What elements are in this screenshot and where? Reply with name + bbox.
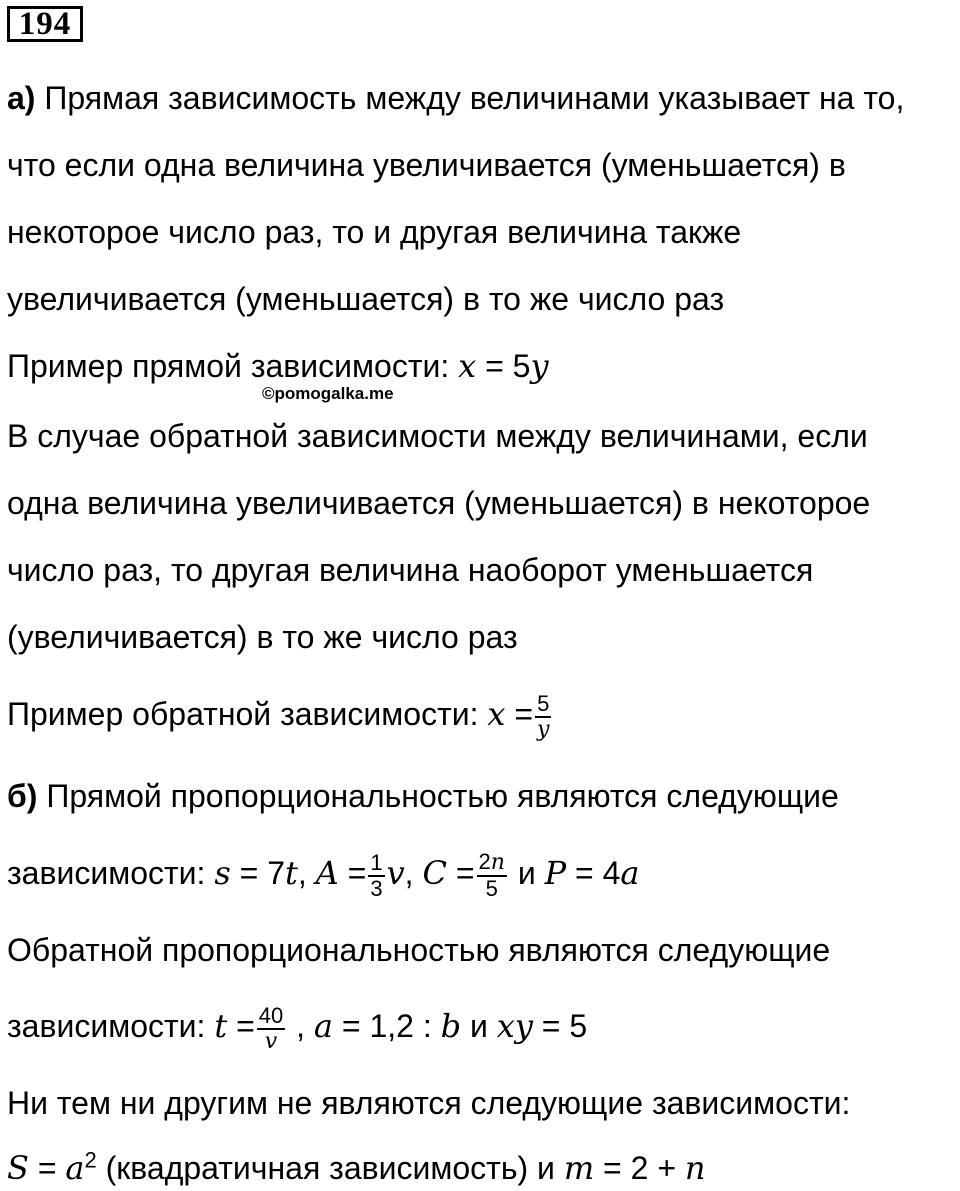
part-a-label: а)	[7, 80, 36, 116]
direct-example: Пример прямой зависимости: x = 5y	[7, 347, 549, 385]
part-b-line-1: б) Прямой пропорциональностью являются следующие	[7, 778, 839, 814]
part-a-line-1: а) Прямая зависимость между величинами указывает на то,	[7, 80, 905, 116]
problem-number: 194	[7, 6, 83, 42]
part-b-label: б)	[7, 778, 38, 814]
exponent: 2	[84, 1147, 97, 1173]
part-a-line-8: число раз, то другая величина наоборот уменьшается	[7, 552, 814, 588]
fraction-40-over-v: $\frac{40}{v}$	[258, 1002, 284, 1054]
part-a-line-4: увеличивается (уменьшается) в то же число раз	[7, 281, 725, 317]
fraction-5-over-y: $\frac{5}{y}$	[537, 690, 550, 742]
direct-proportional-list: зависимости: s = 7t, A = $\frac{1}{3}$ v, C = $\frac{2n}{5}$ и P = 4a	[7, 849, 640, 902]
inverse-proportional-heading: Обратной пропорциональностью являются следующие	[7, 932, 831, 968]
part-a-line-9: (увеличивается) в то же число раз	[7, 619, 518, 655]
fraction-2n-over-5: $\frac{2n}{5}$	[478, 849, 505, 902]
neither-list: $S = a^2$ (квадратичная зависимость) и m = 2 + n	[7, 1147, 706, 1187]
part-a-line-7: одна величина увеличивается (уменьшается) в некоторое	[7, 485, 871, 521]
part-a-line-6: В случае обратной зависимости между величинами, если	[7, 418, 868, 454]
fraction-1-over-3: $\frac{1}{3}$	[370, 849, 383, 901]
part-a-line-2: что если одна величина увеличивается (уменьшается) в	[7, 147, 846, 183]
part-a-line-3: некоторое число раз, то и другая величина также	[7, 214, 742, 250]
inverse-proportional-list: зависимости: t = $\frac{40}{v}$ , a = 1,2 : b и xy = 5	[7, 1002, 588, 1054]
neither-heading: Ни тем ни другим не являются следующие зависимости:	[7, 1085, 851, 1121]
watermark: ©pomogalka.me	[262, 384, 394, 403]
inverse-example: Пример обратной зависимости: x = $\frac{5}{y}$	[7, 690, 550, 742]
